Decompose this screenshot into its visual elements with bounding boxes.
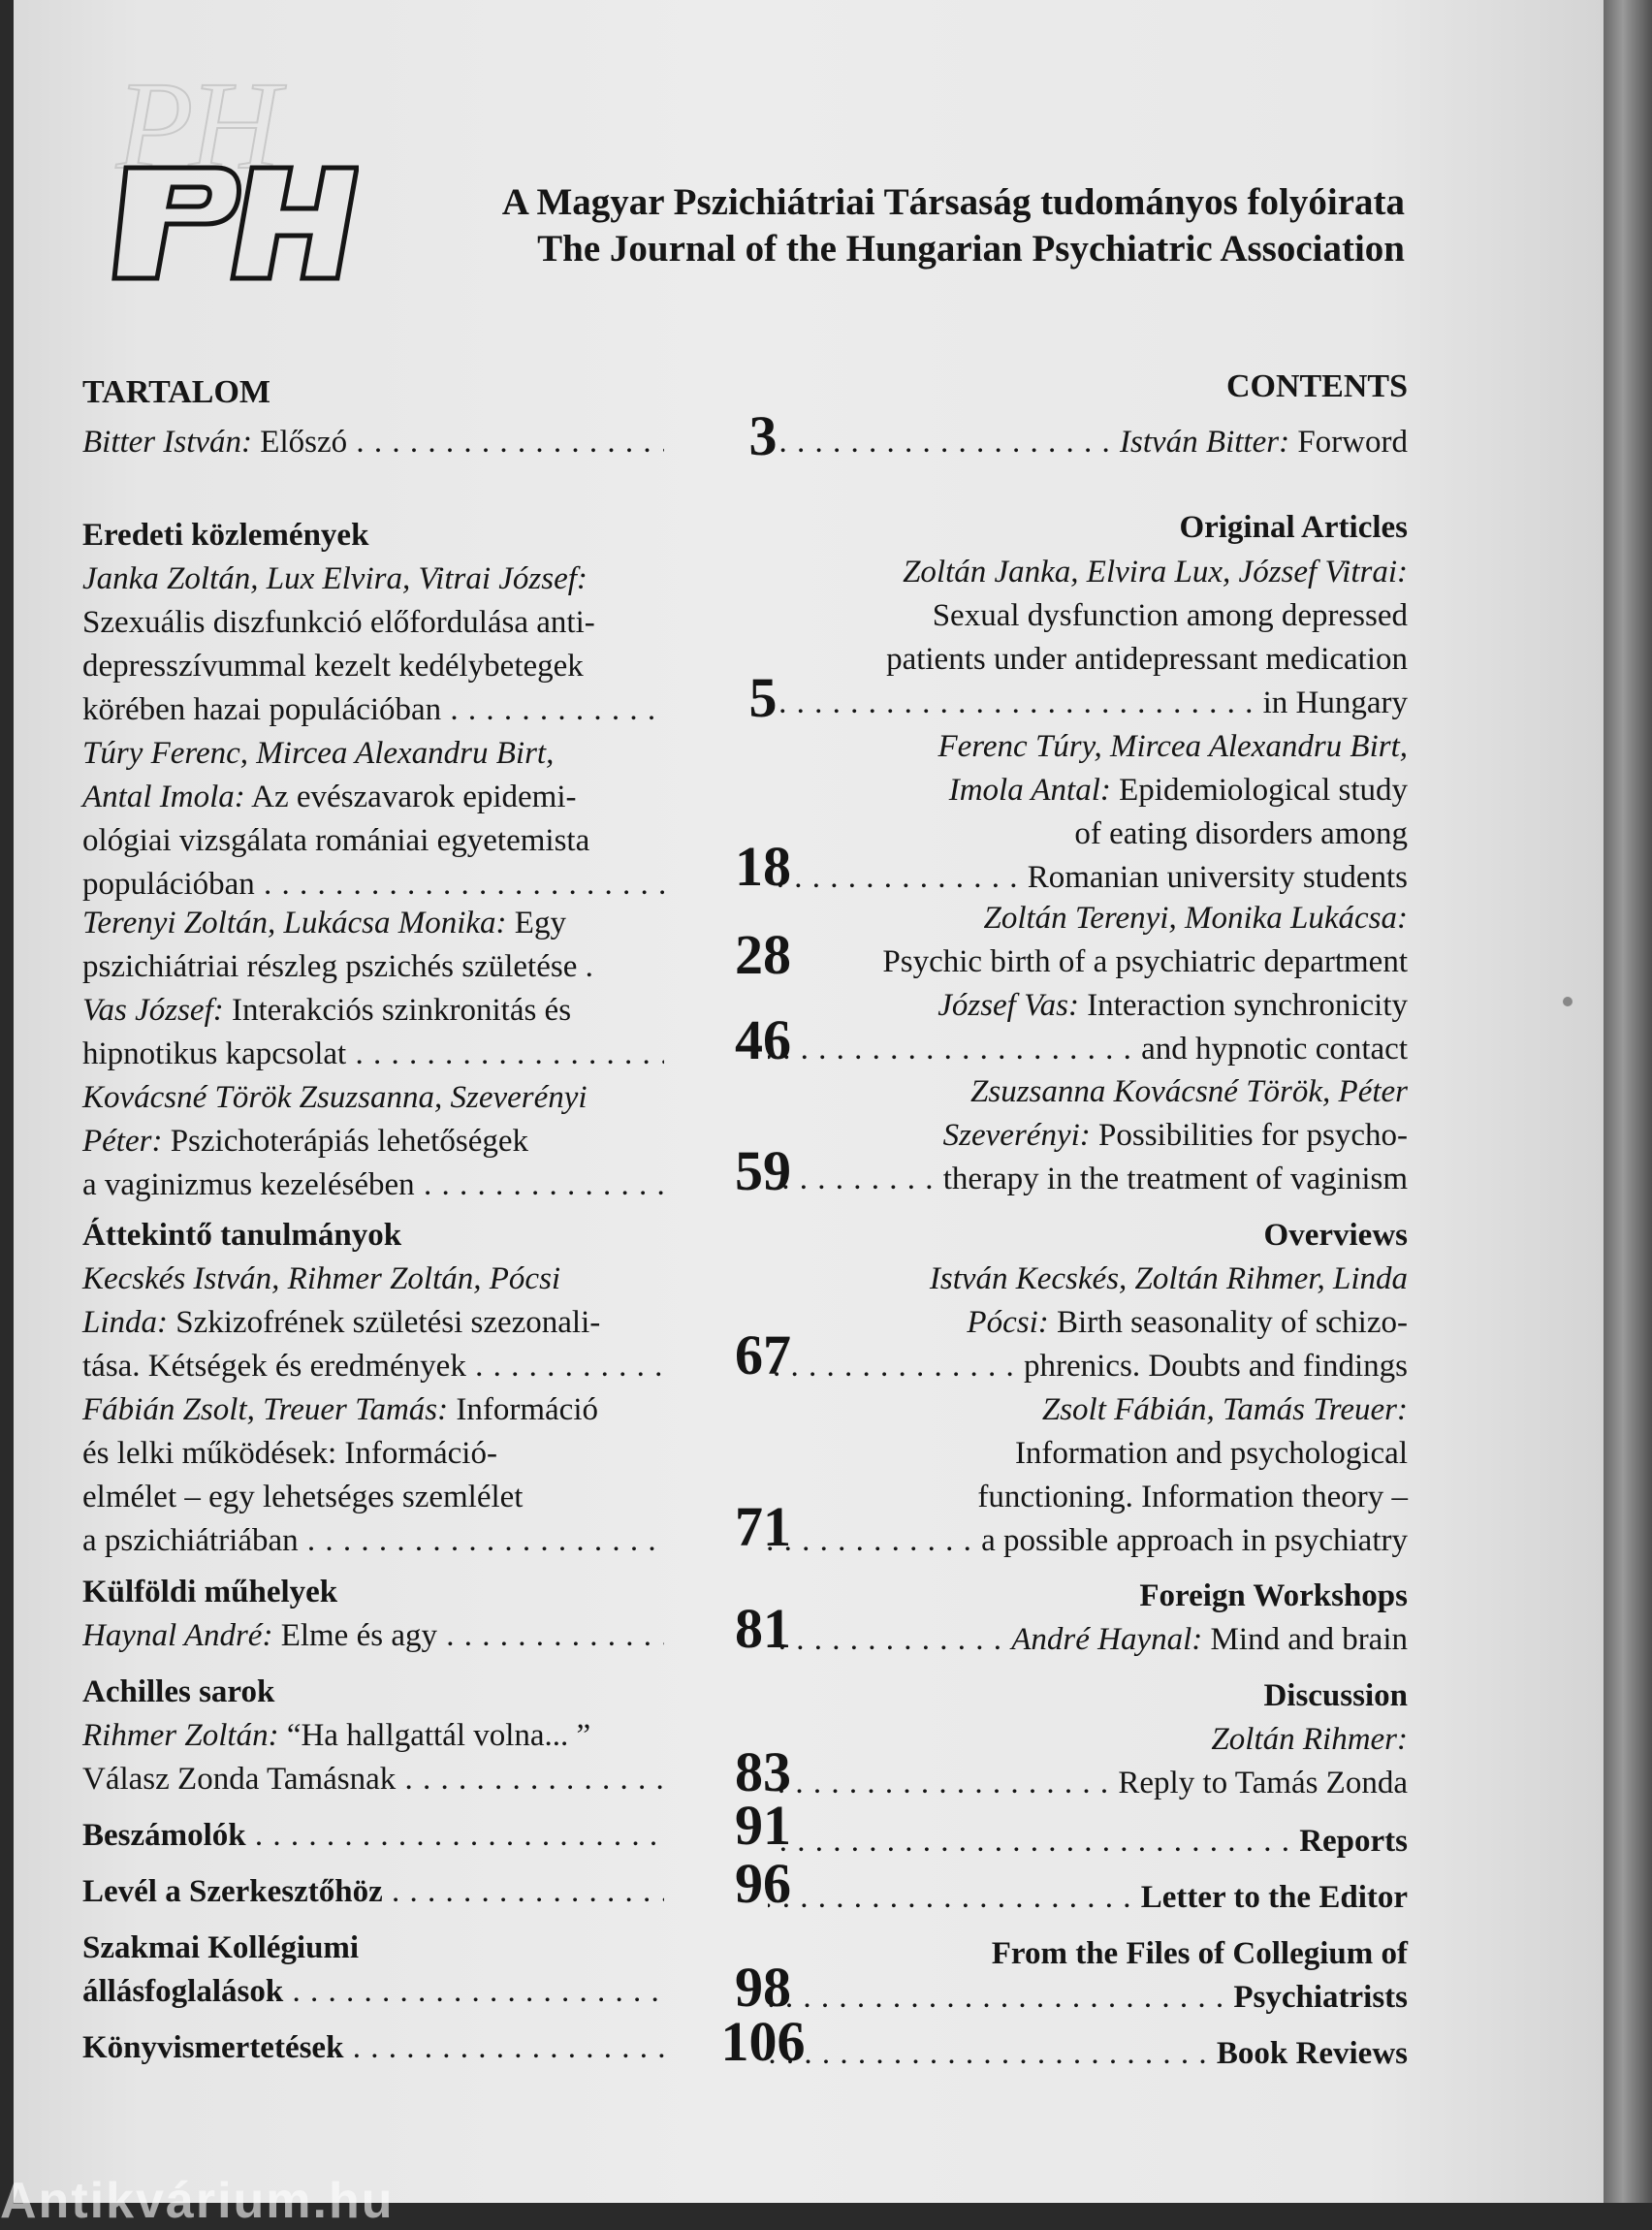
contents-heading-en: CONTENTS	[1225, 368, 1408, 404]
title-line-leader[interactable]: a pszichiátriában . . .	[82, 1519, 664, 1563]
page-number[interactable]: 81	[735, 1597, 791, 1660]
author-title-line: Imola Antal: Epidemiological study	[948, 773, 1408, 808]
toc-entry-collegium-en-leader[interactable]: Psychiatrists . . .	[768, 1976, 1408, 2020]
title-line: és lelki működések: Információ-	[82, 1436, 497, 1471]
title-line: ológiai vizsgálata romániai egyetemista	[82, 823, 590, 858]
title-line-leader[interactable]: Válasz Zonda Tamásnak . . .	[82, 1758, 664, 1801]
author-title-line: József Vas: Interaction synchronicity	[937, 988, 1408, 1023]
page-number[interactable]: 5	[748, 666, 778, 729]
title-line-leader[interactable]: populációban . . .	[82, 863, 664, 907]
title-line-leader[interactable]: Reply to Tamás Zonda . . .	[768, 1762, 1408, 1805]
section-heading-hu: Külföldi műhelyek	[82, 1575, 338, 1609]
section-heading-hu: Achilles sarok	[82, 1674, 275, 1709]
journal-title-hu: A Magyar Pszichiátriai Társaság tudományos folyóirata	[501, 181, 1405, 223]
toc-entry-collegium-hu-leader[interactable]: állásfoglalások . . .	[82, 1970, 664, 2014]
toc-entry-collegium-en: From the Files of Collegium of	[991, 1936, 1408, 1971]
author-line: Zsuzsanna Kovácsné Török, Péter	[970, 1074, 1408, 1109]
show-through-logo: PH	[116, 56, 277, 196]
toc-entry-en[interactable]: André Haynal: Mind and brain . . .	[768, 1618, 1408, 1662]
title-line[interactable]: Psychic birth of a psychiatric department	[882, 944, 1408, 979]
title-line: elmélet – egy lehetséges szemlélet	[82, 1480, 524, 1514]
author-title-line: Terenyi Zoltán, Lukácsa Monika: Egy	[82, 906, 566, 940]
author-title-line: Rihmer Zoltán: “Ha hallgattál volna... ”	[82, 1718, 591, 1753]
author: István Bitter:	[1120, 425, 1290, 460]
title-line-leader[interactable]: and hypnotic contact . . .	[768, 1028, 1408, 1071]
toc-entry-books-en[interactable]: Book Reviews . . .	[768, 2032, 1408, 2076]
page-number[interactable]: 96	[735, 1852, 791, 1915]
author-line: Kovácsné Török Zsuzsanna, Szeverényi	[82, 1080, 588, 1115]
author-title-line: Péter: Pszichoterápiás lehetőségek	[82, 1124, 528, 1159]
title-line: Szexuális diszfunkció előfordulása anti-	[82, 605, 595, 640]
page-number[interactable]: 28	[735, 923, 791, 986]
page-number[interactable]: 83	[735, 1740, 791, 1803]
toc-entry-reports-hu[interactable]: Beszámolók . . .	[82, 1814, 664, 1858]
page-number[interactable]: 59	[735, 1139, 791, 1202]
section-heading-en: Discussion	[1263, 1678, 1408, 1713]
author-line: Zsolt Fábián, Tamás Treuer:	[1041, 1392, 1408, 1427]
title-line-leader[interactable]: a vaginizmus kezelésében . . .	[82, 1163, 664, 1207]
toc-entry-letter-hu[interactable]: Levél a Szerkesztőhöz . . .	[82, 1870, 664, 1914]
toc-entry-books-hu[interactable]: Könyvismertetések . . .	[82, 2026, 664, 2070]
author-title-line: Vas József: Interakciós szinkronitás és	[82, 993, 572, 1028]
author-line: Túry Ferenc, Mircea Alexandru Birt,	[82, 736, 555, 771]
section-heading-hu: Áttekintő tanulmányok	[82, 1218, 402, 1253]
title-line-leader[interactable]: hipnotikus kapcsolat . . .	[82, 1033, 664, 1076]
author-title-line: Fábián Zsolt, Treuer Tamás: Információ	[82, 1392, 598, 1427]
page-number[interactable]: 98	[735, 1956, 791, 2019]
page-edge	[1604, 0, 1652, 2203]
title: Forword	[1297, 425, 1408, 460]
page-number[interactable]: 18	[735, 835, 791, 898]
section-heading-en: Original Articles	[1179, 510, 1408, 545]
page-number[interactable]: 71	[735, 1495, 791, 1558]
journal-title-en: The Journal of the Hungarian Psychiatric Association	[537, 228, 1405, 270]
title-line-leader[interactable]: in Hungary . . .	[768, 682, 1408, 725]
toc-entry-hu[interactable]: Haynal André: Elme és agy . . .	[82, 1614, 664, 1658]
title-line-leader[interactable]: phrenics. Doubts and findings . . .	[768, 1345, 1408, 1388]
author-title-line: Antal Imola: Az evészavarok epidemi-	[82, 780, 577, 814]
toc-entry-reports-en[interactable]: Reports . . .	[768, 1820, 1408, 1864]
title-line: Sexual dysfunction among depressed	[932, 598, 1408, 633]
author-line: István Kecskés, Zoltán Rihmer, Linda	[929, 1261, 1408, 1296]
section-heading-hu: Eredeti közlemények	[82, 518, 369, 553]
page-number[interactable]: 106	[720, 2010, 806, 2073]
title-line-leader[interactable]: tása. Kétségek és eredmények . . .	[82, 1345, 664, 1388]
toc-entry-letter-en[interactable]: Letter to the Editor . . .	[768, 1876, 1408, 1920]
author-title-line: Pócsi: Birth seasonality of schizo-	[967, 1305, 1408, 1340]
title-line-leader[interactable]: Romanian university students . . .	[768, 856, 1408, 900]
page-number-foreword[interactable]: 3	[748, 404, 778, 467]
title: Előszó	[260, 425, 348, 460]
page-number[interactable]: 91	[735, 1794, 791, 1857]
margin-mark	[1563, 997, 1573, 1006]
page-number[interactable]: 46	[735, 1008, 791, 1071]
ph-logo	[97, 160, 359, 286]
author-title-line: Szeverényi: Possibilities for psycho-	[942, 1118, 1408, 1153]
title-line-leader[interactable]: a possible approach in psychiatry . . .	[768, 1519, 1408, 1563]
author-line: Zoltán Rihmer:	[1211, 1722, 1408, 1757]
author-line: Janka Zoltán, Lux Elvira, Vitrai József:	[82, 561, 588, 596]
author-title-line: Linda: Szkizofrének születési szezonali-	[82, 1305, 601, 1340]
title-line: depresszívummal kezelt kedélybetegek	[82, 649, 584, 684]
title-line: functioning. Information theory –	[977, 1480, 1408, 1514]
title-line: patients under antidepressant medication	[886, 642, 1408, 677]
title-line: of eating disorders among	[1074, 816, 1408, 851]
title-line-leader[interactable]: körében hazai populációban . . .	[82, 688, 664, 732]
contents-heading-hu: TARTALOM	[82, 374, 270, 410]
section-heading-en: Foreign Workshops	[1139, 1578, 1408, 1613]
watermark: Antikvárium.hu	[0, 2173, 395, 2229]
author: Bitter István:	[82, 425, 253, 460]
page-number[interactable]: 67	[735, 1323, 791, 1386]
author-line: Zoltán Janka, Elvira Lux, József Vitrai:	[903, 555, 1408, 589]
toc-entry-collegium-hu: Szakmai Kollégiumi	[82, 1930, 360, 1965]
author-line: Ferenc Túry, Mircea Alexandru Birt,	[937, 729, 1408, 764]
section-heading-en: Overviews	[1263, 1218, 1408, 1253]
author-line: Kecskés István, Rihmer Zoltán, Pócsi	[82, 1261, 561, 1296]
author-line: Zoltán Terenyi, Monika Lukácsa:	[983, 901, 1408, 936]
title-line: Information and psychological	[1014, 1436, 1408, 1471]
toc-entry-foreword-hu[interactable]	[82, 421, 664, 464]
toc-entry-foreword-en[interactable]	[768, 421, 1408, 464]
title-line-leader[interactable]: therapy in the treatment of vaginism . . .	[768, 1158, 1408, 1201]
title-line[interactable]: pszichiátriai részleg pszichés születése .	[82, 949, 593, 984]
